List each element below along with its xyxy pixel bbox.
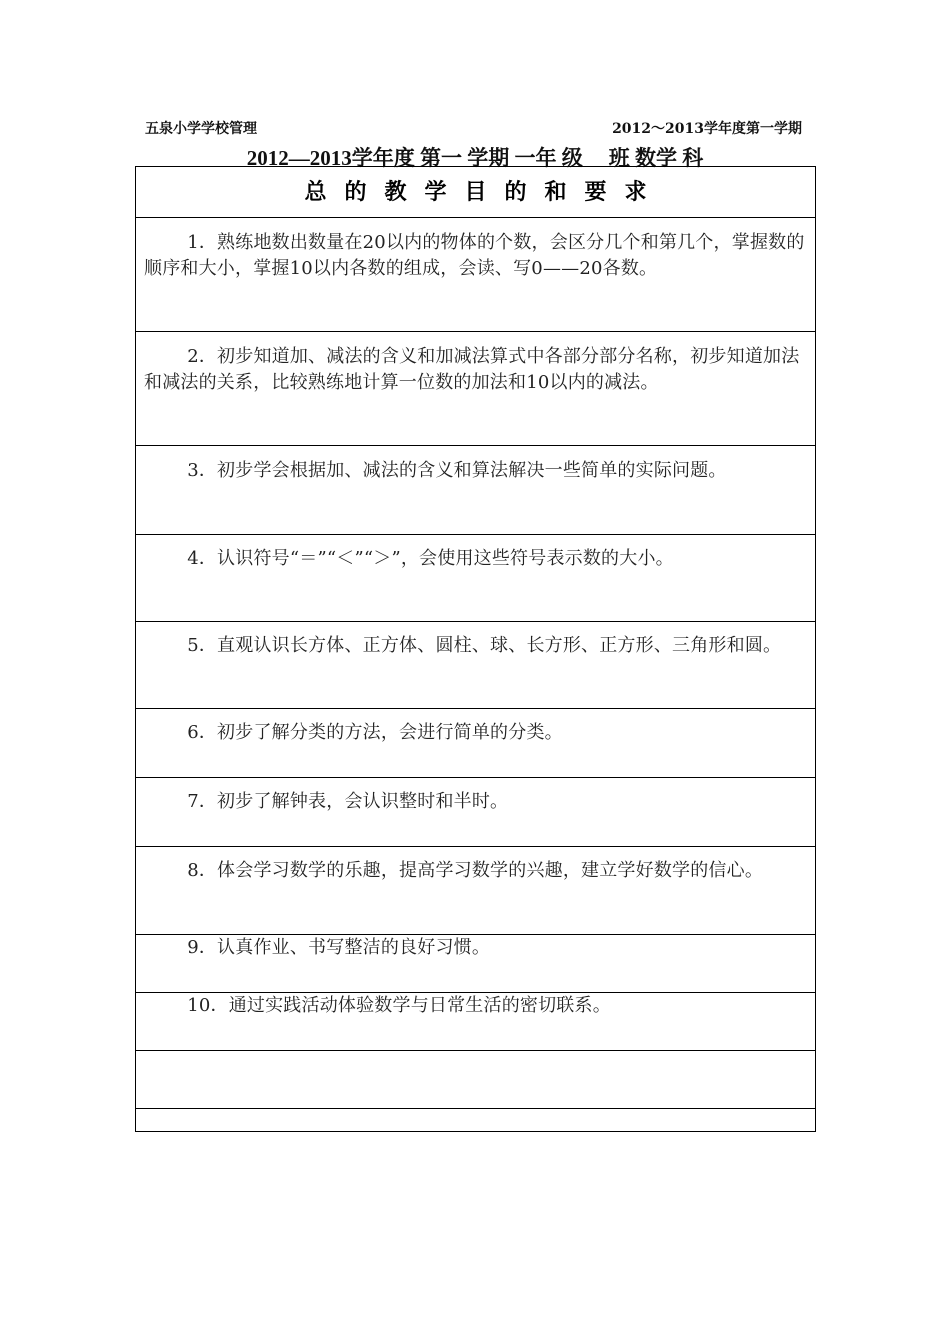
table-row	[136, 535, 816, 622]
empty-cell	[136, 1051, 816, 1109]
goal-item-1: 1．熟练地数出数量在20以内的物体的个数，会区分几个和第几个，掌握数的顺序和大小，掌握10以内各数的组成，会读、写0——20各数。	[144, 232, 805, 279]
table-row	[136, 993, 816, 1051]
goal-cell-9	[136, 935, 816, 993]
goal-cell-6	[136, 709, 816, 778]
table-heading: 总的教学目的和要求	[136, 167, 816, 218]
table-row	[136, 622, 816, 709]
table-header-row	[136, 167, 816, 218]
goal-item-6: 6．初步了解分类的方法，会进行简单的分类。	[187, 722, 563, 743]
empty-cell	[136, 1109, 816, 1132]
goal-cell-5	[136, 622, 816, 709]
goal-item-10: 10．通过实践活动体验数学与日常生活的密切联系。	[187, 995, 611, 1016]
goal-item-2: 2．初步知道加、减法的含义和加减法算式中各部分部分名称，初步知道加法和减法的关系，比较熟练地计算一位数的加法和10以内的减法。	[144, 346, 800, 393]
goal-cell-10	[136, 993, 816, 1051]
table-row	[136, 778, 816, 847]
goal-cell-2	[136, 332, 816, 446]
goal-item-4: 4．认识符号“＝”“＜”“＞”，会使用这些符号表示数的大小。	[187, 548, 674, 569]
table-row	[136, 218, 816, 332]
title-part-subject: 班 数学 科	[608, 146, 704, 170]
title-part-grade: 2012—2013学年度 第一 学期 一年 级	[246, 146, 583, 170]
goal-cell-3	[136, 446, 816, 535]
goal-cell-4	[136, 535, 816, 622]
goal-cell-7	[136, 778, 816, 847]
term-header-label: 2012～2013学年度第一学期	[612, 121, 802, 137]
table-row	[136, 1051, 816, 1109]
table-row	[136, 935, 816, 993]
teaching-goals-table	[135, 166, 816, 1132]
goal-cell-8	[136, 847, 816, 935]
goal-cell-1	[136, 218, 816, 332]
goal-item-9: 9．认真作业、书写整洁的良好习惯。	[187, 937, 491, 958]
goal-item-8: 8．体会学习数学的乐趣，提高学习数学的兴趣，建立学好数学的信心。	[187, 860, 764, 881]
table-row	[136, 446, 816, 535]
school-header-label: 五泉小学学校管理	[145, 121, 257, 137]
goal-item-7: 7．初步了解钟表，会认识整时和半时。	[187, 791, 509, 812]
goal-item-5: 5．直观认识长方体、正方体、圆柱、球、长方形、正方形、三角形和圆。	[187, 635, 782, 656]
table-row	[136, 847, 816, 935]
table-row	[136, 709, 816, 778]
goal-item-3: 3．初步学会根据加、减法的含义和算法解决一些简单的实际问题。	[187, 460, 727, 481]
table-row	[136, 1109, 816, 1132]
table-row	[136, 332, 816, 446]
